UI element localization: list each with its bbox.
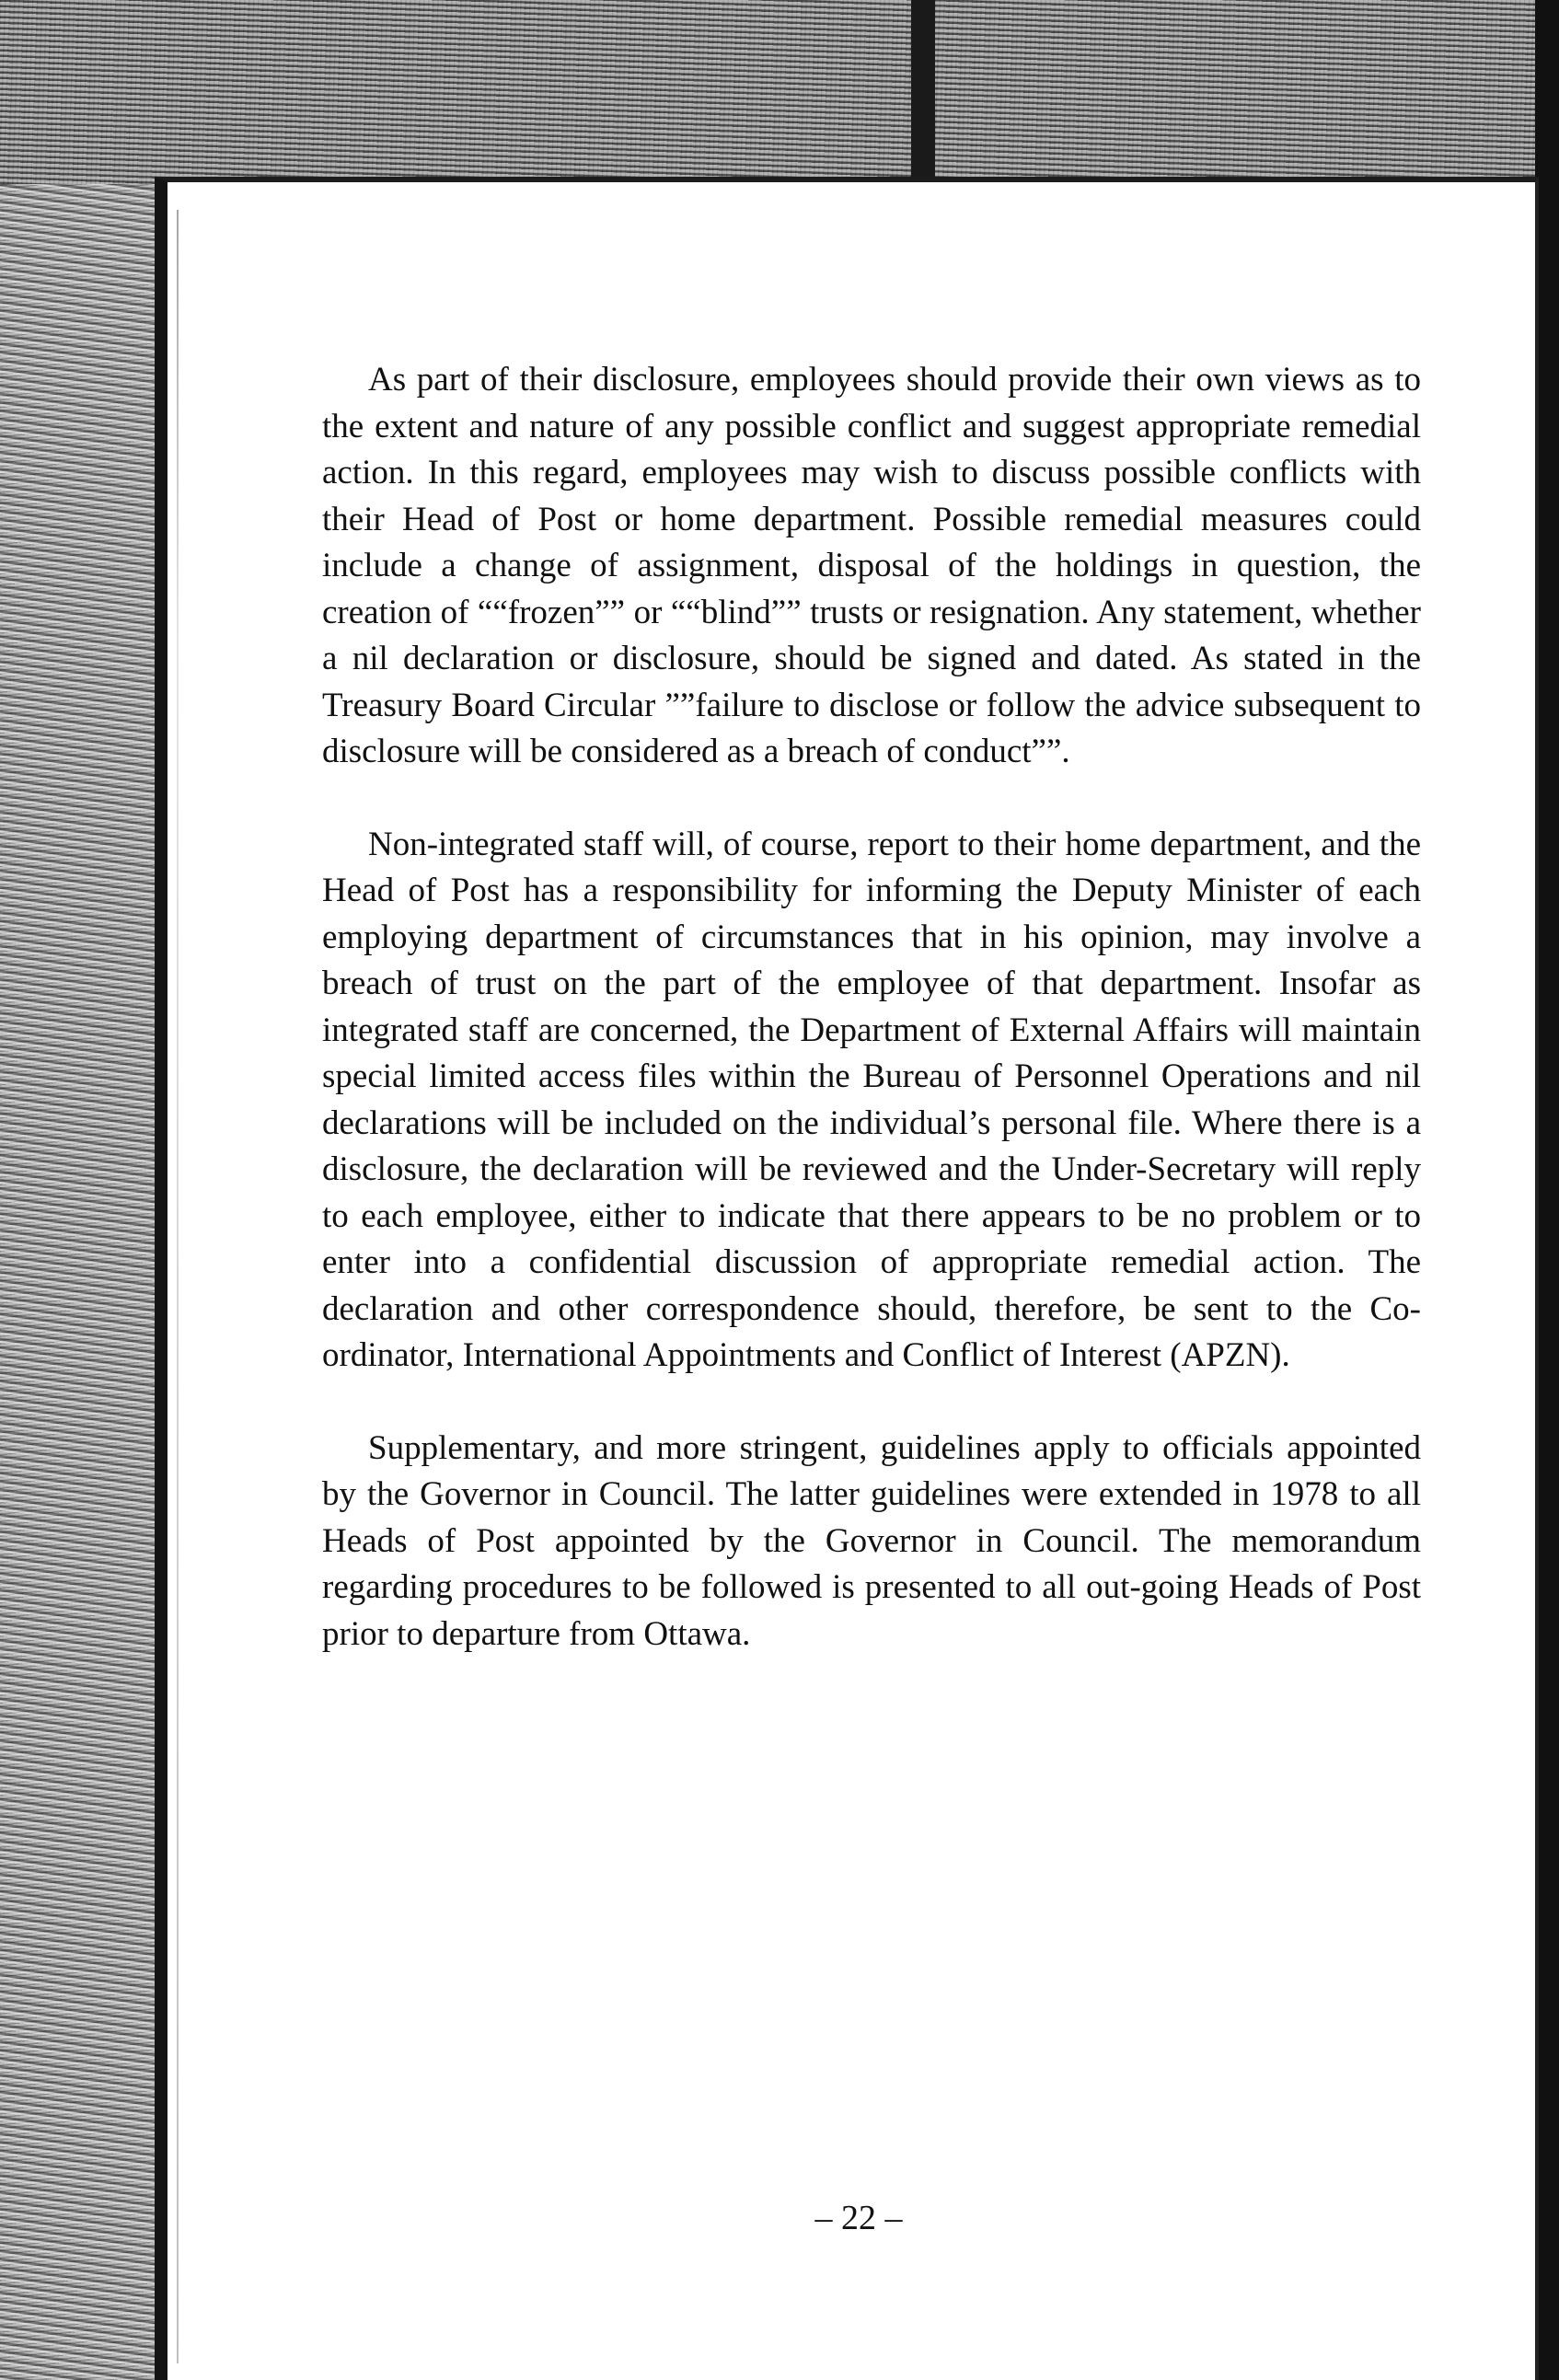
paragraph-disclosure: As part of their disclosure, employees should provide their own views as to the extent and nature of any possible conflict and suggest appropriate remedial action. In this regard, employees may wish to discuss possible conflicts with their Head of Post or home department. Possible remedial measures could include a change of assignment, disposal of the holdings in question, the creation of ““frozen”” or ““blind”” trusts or resignation. Any statement, whether a nil declaration or disclosure, should be signed and dated. As stated in the Treasury Board Circular ””failure to disclose or follow the advice subsequent to disclosure will be considered as a breach of conduct””. <box>322 361 1421 770</box>
scan-background-top <box>0 0 1559 184</box>
document-body <box>322 357 1421 1704</box>
paragraph-non-integrated-staff: Non-integrated staff will, of course, report to their home department, and the Head of Post has a responsibility for informing the Deputy Minister of each employing department of circumstances that in his opinion, may involve a breach of trust on the part of the employee of that department. Insofar as integrated staff are concerned, the Department of External Affairs will maintain special limited access files within the Bureau of Personnel Operations and nil declarations will be included on the individual’s personal file. Where there is a disclosure, the declaration will be reviewed and the Under-Secretary will reply to each employee, either to indicate that there appears to be no problem or to enter into a confidential discussion of appropriate remedial action. The declaration and other correspondence should, therefore, be sent to the Co-ordinator, International Appointments and Conflict of Interest (APZN). <box>322 825 1421 1374</box>
paragraph-supplementary-guidelines: Supplementary, and more stringent, guidelines apply to officials appointed by the Governor in Council. The latter guidelines were extended in 1978 to all Heads of Post appointed by the Governor in Council. The memorandum regarding procedures to be followed is presented to all out-going Heads of Post prior to departure from Ottawa. <box>322 1428 1421 1653</box>
page-number: – 22 – <box>814 2199 903 2237</box>
scan-background-divider <box>911 0 935 184</box>
document-page <box>155 177 1539 2380</box>
page-edge-shadow <box>177 210 179 2363</box>
